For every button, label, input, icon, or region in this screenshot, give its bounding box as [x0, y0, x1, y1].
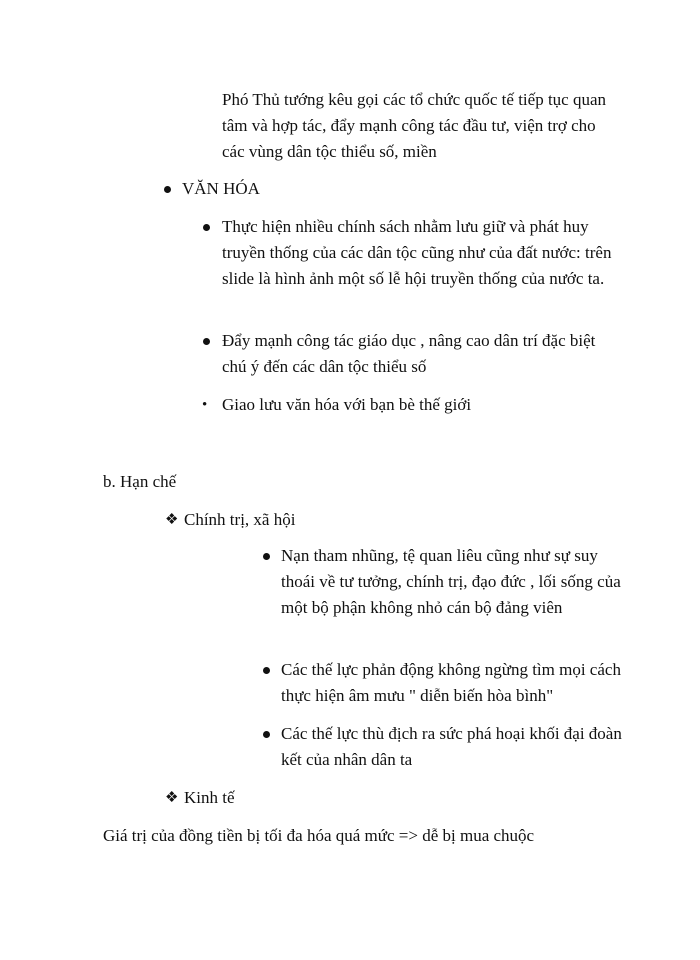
diamond-bullet-icon: ❖: [165, 512, 179, 528]
diamond-bullet-icon: ❖: [165, 790, 179, 806]
bullet-icon: •: [202, 397, 208, 413]
politics-item-2: Các thế lực phản động không ngừng tìm mọi cách thực hiện âm mưu " diễn biến hòa bình": [281, 660, 621, 705]
culture-item-3: Giao lưu văn hóa với bạn bè thế giới: [222, 395, 472, 414]
economy-text: Giá trị của đồng tiền bị tối đa hóa quá mức => dễ bị mua chuộc: [103, 826, 535, 845]
politics-item-1: Nạn tham nhũng, tệ quan liêu cũng như sự suy thoái về tư tưởng, chính trị, đạo đức , lối sống của một bộ phận không nhỏ cán bộ đảng viên: [281, 546, 621, 617]
politics-item-3: Các thế lực thù địch ra sức phá hoại khối đại đoàn kết của nhân dân ta: [281, 724, 622, 769]
bullet-icon: [164, 186, 171, 193]
bullet-icon: [263, 553, 270, 560]
bullet-icon: [203, 224, 210, 231]
intro-paragraph: Phó Thủ tướng kêu gọi các tổ chức quốc tế tiếp tục quan tâm và hợp tác, đẩy mạnh công tác đầu tư, viện trợ cho các vùng dân tộc thiểu số, miền: [222, 90, 607, 161]
culture-heading: VĂN HÓA: [182, 179, 260, 198]
bullet-icon: [203, 338, 210, 345]
culture-item-1: Thực hiện nhiều chính sách nhằm lưu giữ và phát huy truyền thống của các dân tộc cũng như của đất nước: trên slide là hình ảnh một số lễ hội truyền thống của nước ta.: [222, 217, 612, 288]
culture-item-2: Đẩy mạnh công tác giáo dục , nâng cao dân trí đặc biệt chú ý đến các dân tộc thiểu số: [222, 331, 596, 376]
politics-heading: Chính trị, xã hội: [184, 510, 296, 529]
economy-heading: Kinh tế: [184, 788, 235, 807]
bullet-icon: [263, 667, 270, 674]
bullet-icon: [263, 731, 270, 738]
limits-heading: b. Hạn chế: [103, 472, 177, 491]
